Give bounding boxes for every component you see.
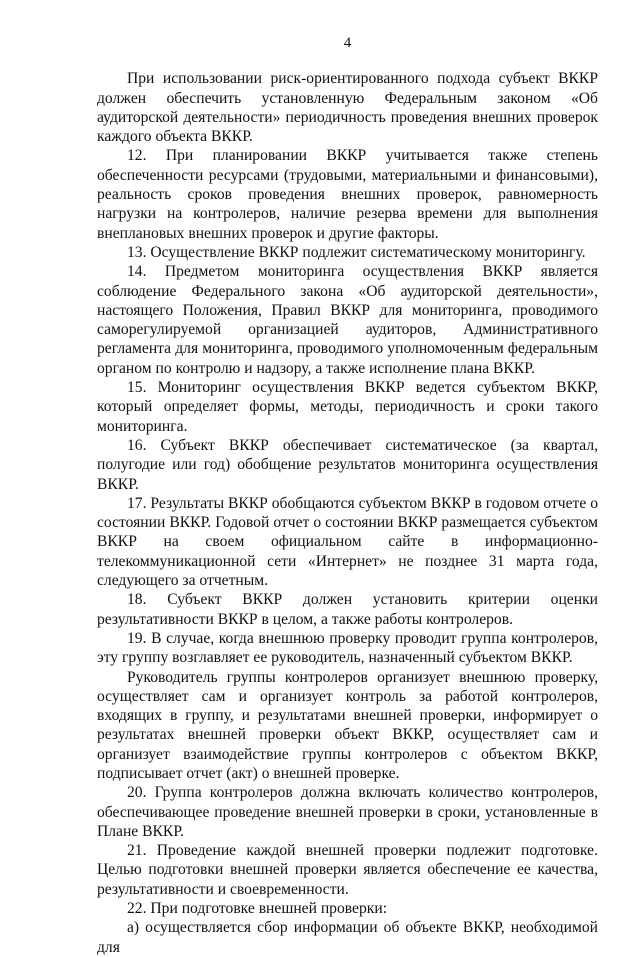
page-number: 4	[343, 35, 352, 51]
paragraph-22: 22. При подготовке внешней проверки:	[127, 900, 388, 918]
paragraph-group-leader: Руководитель группы контролеров организует внешнюю проверку, осуществляет сам и организует контроль за работой контролеров, входящих в группу, и результатами внешней проверки, информирует о результатах внешней проверки объект ВККР, осуществляет сам и организует взаимодействие группы контролеров с объектом ВККР, подписывает отчет (акт) о внешней проверке.	[97, 668, 598, 782]
paragraph-13: 13. Осуществление ВККР подлежит систематическому мониторингу.	[127, 243, 586, 261]
paragraph-14: 14. Предметом мониторинга осуществления ВККР является соблюдение Федерального закона «Об аудиторской деятельности», настоящего Положения, Правил ВККР для мониторинга, проводимого саморегулируемой организацией аудиторов, Административного регламента для мониторинга, проводимого уполномоченным федеральным органом по контролю и надзору, а также исполнение плана ВККР.	[97, 263, 598, 377]
paragraph-20: 20. Группа контролеров должна включать количество контролеров, обеспечивающее проведение внешней проверки в сроки, установленные в Плане ВККР.	[97, 784, 598, 840]
paragraph-16: 16. Субъект ВККР обеспечивает систематическое (за квартал, полугодие или год) обобщение результатов мониторинга осуществления ВККР.	[97, 436, 598, 493]
paragraph-21: 21. Проведение каждой внешней проверки подлежит подготовке. Целью подготовки внешней проверки является обеспечение ее качества, результативности и своевременности.	[97, 842, 598, 898]
paragraph-17: 17. Результаты ВККР обобщаются субъектом ВККР в годовом отчете о состоянии ВККР. Годовой отчет о состоянии ВККР размещается субъектом ВККР на своем официальном сайте в информационно-телекоммуникационной сети «Интернет» не позднее 31 марта года, следующего за отчетным.	[97, 494, 598, 590]
paragraph-risk-approach: При использовании риск-ориентированного подхода субъект ВККР должен обеспечить установленную Федеральным законом «Об аудиторской деятельности» периодичность проведения внешних проверок каждого объекта ВККР.	[97, 70, 598, 146]
paragraph-15: 15. Мониторинг осуществления ВККР ведется субъектом ВККР, который определяет формы, методы, периодичность и сроки такого мониторинга.	[97, 379, 598, 435]
paragraph-22a: а) осуществляется сбор информации об объекте ВККР, необходимой для	[97, 919, 598, 956]
paragraph-12: 12. При планировании ВККР учитывается также степень обеспеченности ресурсами (трудовыми, материальными и финансовыми), реальность сроков проведения внешних проверок, равномерность нагрузки на контролеров, наличие резерва времени для выполнения внеплановых внешних проверок и другие факторы.	[97, 147, 598, 242]
paragraph-19: 19. В случае, когда внешнюю проверку проводит группа контролеров, эту группу возглавляет ее руководитель, назначенный субъектом ВККР.	[97, 629, 598, 667]
paragraph-18: 18. Субъект ВККР должен установить критерии оценки результативности ВККР в целом, а также работы контролеров.	[97, 591, 598, 628]
